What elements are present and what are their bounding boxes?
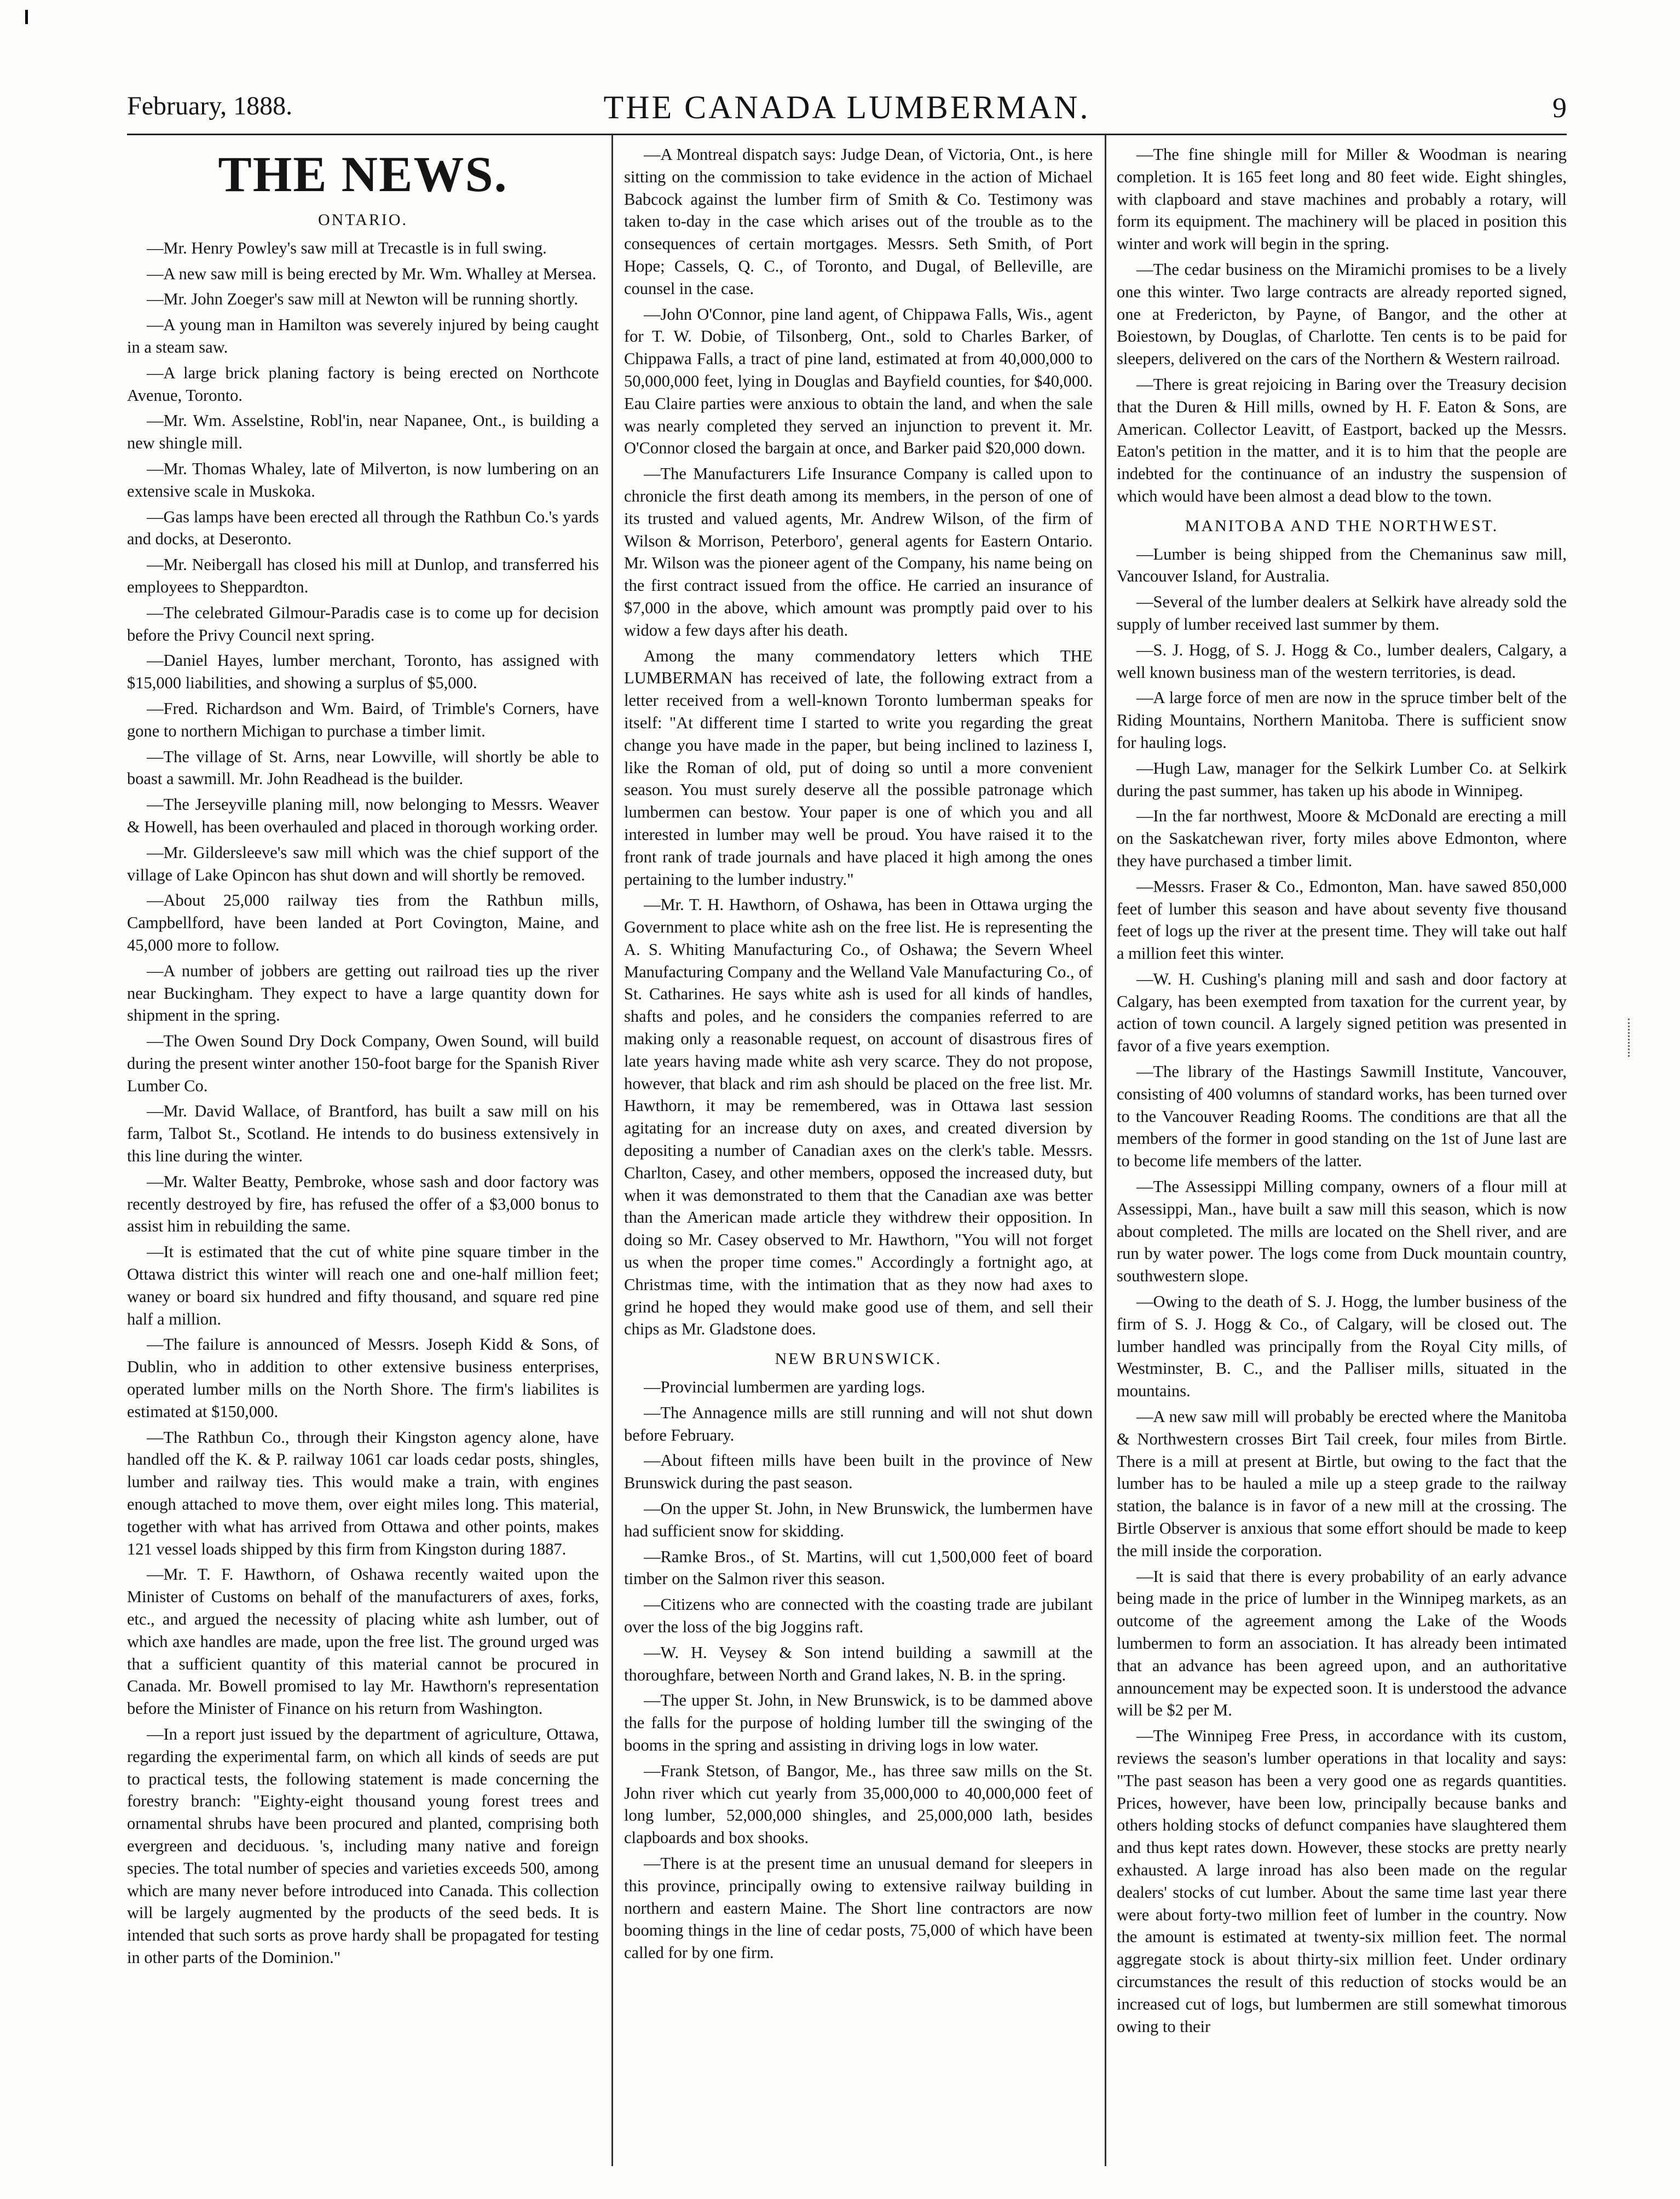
article-paragraph: —Daniel Hayes, lumber merchant, Toronto, has assigned with $15,000 liabilities, and showing a surplus of $5,000.	[127, 651, 599, 693]
column-rule-1	[611, 135, 613, 2166]
article-paragraph: —There is at the present time an unusual demand for sleepers in this province, principally owing to extensive railway building in northern and eastern Maine. The Short line contractors are now booming things in the line of cedar posts, 75,000 of which have been called for by one firm.	[624, 1853, 1093, 1962]
article-paragraph: —Mr. Walter Beatty, Pembroke, whose sash and door factory was recently destroyed by fire, has refused the offer of a $3,000 bonus to assist him in rebuilding the same.	[127, 1172, 599, 1236]
column-2-articles-nb	[624, 1376, 1093, 1964]
article-paragraph: —A Montreal dispatch says: Judge Dean, of Victoria, Ont., is here sitting on the commission to take evidence in the action of Michael Babcock against the lumber firm of Smith & Co. Testimony was taken to-day in the case which arises out of the trouble as to the consequences of certain mortgages. Messrs. Seth Smith, of Port Hope; Cassels, Q. C., of Toronto, and Dugal, of Belleville, are counsel in the case.	[624, 145, 1093, 298]
header-page-number: 9	[1552, 93, 1567, 124]
article-paragraph: —A large force of men are now in the spruce timber belt of the Riding Mountains, Northern Manitoba. There is sufficient snow for hauling logs.	[1117, 688, 1567, 752]
article-paragraph: —S. J. Hogg, of S. J. Hogg & Co., lumber dealers, Calgary, a well known business man of the western territories, is dead.	[1117, 640, 1567, 682]
header-title: THE CANADA LUMBERMAN.	[603, 89, 1090, 125]
column-1-articles	[127, 237, 599, 1969]
article-paragraph: —In the far northwest, Moore & McDonald are erecting a mill on the Saskatchewan river, forty miles above Edmonton, where they have purchased a timber limit.	[1117, 807, 1567, 870]
section-heading-ontario: ONTARIO.	[317, 211, 408, 229]
article-paragraph: —Ramke Bros., of St. Martins, will cut 1,500,000 feet of board timber on the Salmon river this season.	[624, 1547, 1093, 1588]
article-paragraph: —The Annagence mills are still running and will not shut down before February.	[624, 1403, 1093, 1444]
article-paragraph: —Owing to the death of S. J. Hogg, the lumber business of the firm of S. J. Hogg & Co., of Calgary, will be closed out. The lumber handled was principally from the Royal City mills, of Westminster, B. C., and the Palliser mills, situated in the mountains.	[1117, 1292, 1567, 1401]
article-paragraph: —W. H. Veysey & Son intend building a sawmill at the thoroughfare, between North and Grand lakes, N. B. in the spring.	[624, 1643, 1093, 1684]
article-paragraph: —Messrs. Fraser & Co., Edmonton, Man. have sawed 850,000 feet of lumber this season and have about seventy five thousand feet of logs up the river at the present time. They will take out half a million feet this winter.	[1117, 877, 1567, 963]
article-paragraph: —The Jerseyville planing mill, now belonging to Messrs. Weaver & Howell, has been overhauled and placed in thorough working order.	[127, 795, 599, 836]
article-paragraph: —It is estimated that the cut of white pine square timber in the Ottawa district this winter will reach one and one-half million feet; waney or board six hundred and fifty thousand, and square red pine half a million.	[127, 1242, 599, 1328]
article-paragraph: Among the many commendatory letters which THE LUMBERMAN has received of late, the following extract from a letter received from a well-known Toronto lumberman speaks for itself: "At different time I started to write you regarding the great change you have made in the paper, but being inclined to laziness I, like the Roman of old, put of doing so until a more convenient season. You must surely deserve all the possible patronage which lumbermen can bestow. Your paper is one of which you and all interested in lumber may well be proud. You have raised it to the front rank of trade journals and have placed it high among the ones pertaining to the lumber industry."	[624, 646, 1093, 889]
article-paragraph: —Frank Stetson, of Bangor, Me., has three saw mills on the St. John river which cut yearly from 35,000,000 to 40,000,000 feet of long lumber, 52,000,000 shingles, and 25,000,000 lath, besides clapboards and box shooks.	[624, 1761, 1093, 1847]
article-paragraph: —A new saw mill will probably be erected where the Manitoba & Northwestern crosses Birt Tail creek, four miles from Birtle. There is a mill at present at Birtle, but owing to the fact that the lumber has to be hauled a mile up a steep grade to the railway station, the balance is in favor of a new mill at the crossing. The Birtle Observer is anxious that some effort should be made to keep the mill inside the corporation.	[1117, 1407, 1567, 1560]
margin-mark	[25, 10, 28, 24]
article-paragraph: —Gas lamps have been erected all through the Rathbun Co.'s yards and docks, at Deseronto.	[127, 507, 599, 549]
article-paragraph: —The failure is announced of Messrs. Joseph Kidd & Sons, of Dublin, who in addition to other extensive business enterprises, operated lumber mills on the North Shore. The firm's liabilites is estimated at $150,000.	[127, 1335, 599, 1421]
article-paragraph: —About fifteen mills have been built in the province of New Brunswick during the past season.	[624, 1451, 1093, 1493]
article-paragraph: —The Owen Sound Dry Dock Company, Owen Sound, will build during the present winter another 150-foot barge for the Spanish River Lumber Co.	[127, 1032, 599, 1095]
article-paragraph: —Mr. T. F. Hawthorn, of Oshawa recently waited upon the Minister of Customs on behalf of the manufacturers of axes, forks, etc., and argued the necessity of placing white ash lumber, out of which axe handles are made, upon the free list. The ground urged was that a sufficient quantity of this material cannot be procured in Canada. Mr. Bowell promised to lay Mr. Hawthorn's representation before the Minister of Finance on his return from Washington.	[127, 1565, 599, 1718]
article-paragraph: —Several of the lumber dealers at Selkirk have already sold the supply of lumber received last summer by them.	[1117, 592, 1567, 634]
article-paragraph: —On the upper St. John, in New Brunswick, the lumbermen have had sufficient snow for skidding.	[624, 1499, 1093, 1540]
column-1	[127, 143, 599, 2166]
article-paragraph: —Hugh Law, manager for the Selkirk Lumber Co. at Selkirk during the past summer, has taken up his abode in Winnipeg.	[1117, 758, 1567, 800]
column-2	[624, 143, 1093, 2166]
article-paragraph: —The Rathbun Co., through their Kingston agency alone, have handled off the K. & P. railway 1061 car loads cedar posts, shingles, lumber and railway ties. This would make a train, with engines enough attached to move them, over eight miles long. This material, together with what has arrived from Ottawa and other points, makes 121 vessel loads shipped by this firm from Kingston during 1887.	[127, 1427, 599, 1558]
column-3-articles-manitoba	[1117, 543, 1567, 2038]
article-paragraph: —The celebrated Gilmour-Paradis case is to come up for decision before the Privy Council next spring.	[127, 603, 599, 644]
article-paragraph: —The library of the Hastings Sawmill Institute, Vancouver, consisting of 400 volumns of standard works, has been turned over to the Vancouver Reading Rooms. The conditions are that all the members of the former in good standing on the 1st of June last are to become life members of the latter.	[1117, 1062, 1567, 1171]
article-paragraph: —The upper St. John, in New Brunswick, is to be dammed above the falls for the purpose of holding lumber till the swinging of the booms in the spring and assisting in driving logs in low water.	[624, 1691, 1093, 1754]
news-masthead: THE NEWS.	[218, 146, 508, 202]
article-paragraph: —Mr. David Wallace, of Brantford, has built a saw mill on his farm, Talbot St., Scotland. He intends to do business extensively in this line during the winter.	[127, 1102, 599, 1166]
article-paragraph: —A large brick planing factory is being erected on Northcote Avenue, Toronto.	[127, 363, 599, 405]
article-paragraph: —A new saw mill is being erected by Mr. Wm. Whalley at Mersea.	[147, 264, 597, 283]
article-paragraph: —The Assessippi Milling company, owners of a flour mill at Assessippi, Man., have built a saw mill this season, which is now about completed. The mills are located on the Shell river, and are run by water power. The logs come from Duck mountain country, southwestern slope.	[1117, 1177, 1567, 1286]
article-paragraph: —The Manufacturers Life Insurance Company is called upon to chronicle the first death among its members, in the person of one of its trusted and valued agents, Mr. Andrew Wilson, of the firm of Wilson & Morrison, Peterboro', general agents for Eastern Ontario. Mr. Wilson was the pioneer agent of the Company, his name being on the first contract issued from the office. He carried an insurance of $7,000 in the above, which amount was promptly paid over to his widow a few days after his death.	[624, 464, 1093, 640]
column-rule-2	[1105, 135, 1106, 2166]
article-paragraph: —The cedar business on the Miramichi promises to be a lively one this winter. Two large contracts are already reported signed, one at Fredericton, by Payne, of Bangor, and the other at Boiestown, by Douglas, of Charlotte. Ten cents is to be paid for sleepers, delivered on the cars of the Northern & Western railroad.	[1117, 260, 1567, 369]
article-paragraph: —John O'Connor, pine land agent, of Chippawa Falls, Wis., agent for T. W. Dobie, of Tilsonberg, Ont., sold to Charles Barker, of Chippawa Falls, a tract of pine land, estimated at from 40,000,000 to 50,000,000 feet, lying in Douglas and Bayfield counties, for $40,000. Eau Claire parties were anxious to obtain the land, and when the sale was nearly completed they served an injunction to prevent it. Mr. O'Connor closed the bargain at once, and Barker paid $20,000 down.	[624, 304, 1093, 458]
article-paragraph: —The fine shingle mill for Miller & Woodman is nearing completion. It is 165 feet long and 80 feet wide. Eight shingles, with clapboard and stave machines and probably a rotary, will form its equipment. The machinery will be placed in position this winter and work will begin in the spring.	[1117, 145, 1567, 254]
column-2-articles	[624, 143, 1093, 1340]
article-paragraph: —A young man in Hamilton was severely injured by being caught in a steam saw.	[127, 315, 599, 356]
article-paragraph: —In a report just issued by the department of agriculture, Ottawa, regarding the experimental farm, on which all kinds of seeds are put to practical tests, the following statement is made concerning the forestry branch: "Eighty-eight thousand young forest trees and ornamental shrubs have been procured and planted, comprising both evergreen and deciduous. 's, including many native and foreign species. The total number of species and varieties exceeds 500, among which are many never before introduced into Canada. This collection will be largely augmented by the products of the seed beds. It is intended that such sorts as prove hardy shall be propagated for testing in other parts of the Dominion."	[127, 1725, 599, 1967]
column-3	[1117, 143, 1567, 2166]
article-paragraph: —W. H. Cushing's planing mill and sash and door factory at Calgary, has been exempted from taxation for the current year, by action of town council. A largely signed petition was presented in favor of a five years exemption.	[1117, 969, 1567, 1056]
article-paragraph: —Mr. Neibergall has closed his mill at Dunlop, and transferred his employees to Sheppardton.	[127, 555, 599, 596]
article-paragraph: —The village of St. Arns, near Lowville, will shortly be able to boast a sawmill. Mr. John Readhead is the builder.	[127, 747, 599, 788]
article-paragraph: —The Winnipeg Free Press, in accordance with its custom, reviews the season's lumber operations in that locality and says: "The past season has been a very good one as regards quantities. Prices, however, have been low, principally because banks and others holding stocks of defunct companies have slaughtered them and thus kept rates down. However, these stocks are pretty nearly exhausted. A large inroad has also been made on the regular dealers' stocks of cut lumber. About the same time last year there were about forty-two million feet of lumber in the country. Now the amount is estimated at twenty-six million feet. The normal aggregate stock is about thirty-six million feet. Under ordinary circumstances the result of this reduction of stocks would be an increased cut of logs, but lumbermen are still somewhat timorous owing to their	[1117, 1726, 1567, 2036]
article-paragraph: —Fred. Richardson and Wm. Baird, of Trimble's Corners, have gone to northern Michigan to purchase a timber limit.	[127, 699, 599, 740]
article-paragraph: —There is great rejoicing in Baring over the Treasury decision that the Duren & Hill mills, owned by H. F. Eaton & Sons, are American. Collector Leavitt, of Eastport, backed up the Messrs. Eaton's petition in the matter, and it is to him that the people are indebted for the continuance of an industry the suspension of which would have been almost a dead blow to the town.	[1117, 375, 1567, 505]
margin-dots	[1628, 1018, 1631, 1057]
article-paragraph: —Mr. Wm. Asselstine, Robl'in, near Napanee, Ont., is building a new shingle mill.	[127, 411, 599, 453]
header-rule	[127, 134, 1567, 135]
article-paragraph: —Mr. Thomas Whaley, late of Milverton, is now lumbering on an extensive scale in Muskoka.	[127, 459, 599, 500]
article-paragraph: —It is said that there is every probability of an early advance being made in the price of lumber in the Winnipeg markets, as an outcome of the agreement among the Lake of the Woods lumbermen to form an association. It has already been intimated that an advance has been agreed upon, and an authoritative announcement may be expected soon. It is understood the advance will be $2 per M.	[1117, 1567, 1567, 1720]
article-paragraph: —Provincial lumbermen are yarding logs.	[644, 1378, 926, 1397]
page-header	[127, 89, 1567, 134]
article-paragraph: —Mr. Henry Powley's saw mill at Trecastle is in full swing.	[147, 238, 547, 257]
header-date: February, 1888.	[127, 91, 293, 120]
article-paragraph: —About 25,000 railway ties from the Rathbun mills, Campbellford, have been landed at Port Covington, Maine, and 45,000 more to follow.	[127, 891, 599, 954]
article-paragraph: —Mr. Gildersleeve's saw mill which was the chief support of the village of Lake Opincon has shut down and will shortly be removed.	[127, 843, 599, 884]
column-3-articles	[1117, 143, 1567, 508]
article-paragraph: —Citizens who are connected with the coasting trade are jubilant over the loss of the big Joggins raft.	[624, 1595, 1093, 1636]
article-paragraph: —Mr. John Zoeger's saw mill at Newton will be running shortly.	[147, 290, 578, 309]
article-paragraph: —Lumber is being shipped from the Chemaninus saw mill, Vancouver Island, for Australia.	[1117, 544, 1567, 586]
article-paragraph: —Mr. T. H. Hawthorn, of Oshawa, has been in Ottawa urging the Government to place white ash on the free list. He is representing the A. S. Whiting Manufacturing Co., of Oshawa; the Severn Wheel Manufacturing Company and the Welland Vale Manufacturing Co., of St. Catharines. He says white ash is used for all kinds of handles, shafts and poles, and he considers the companies referred to are making only a reasonable request, on account of disastrous fires of late years having made white ash very scarce. They do not propose, however, that black and rim ash should be placed on the free list. Mr. Hawthorn, it may be remembered, was in Ottawa last session agitating for an increase duty on axes, and created diversion by depositing a number of Canadian axes on the clerk's table. Messrs. Charlton, Casey, and other members, opposed the increased duty, but when it was demonstrated to them that the Canadian axe was better than the American made article they withdrew their opposition. In doing so Mr. Casey observed to Mr. Hawthorn, "You will not forget us when the proper time comes." Accordingly a fortnight ago, at Christmas time, with the intimation that as they now had axes to grind he hoped they would make good use of them, and sell their chips as Mr. Gladstone does.	[624, 895, 1093, 1339]
section-heading-new-brunswick: NEW BRUNSWICK.	[775, 1350, 942, 1368]
article-paragraph: —A number of jobbers are getting out railroad ties up the river near Buckingham. They expect to have a large quantity down for shipment in the spring.	[127, 961, 599, 1025]
section-heading-manitoba: MANITOBA AND THE NORTHWEST.	[1185, 516, 1499, 535]
